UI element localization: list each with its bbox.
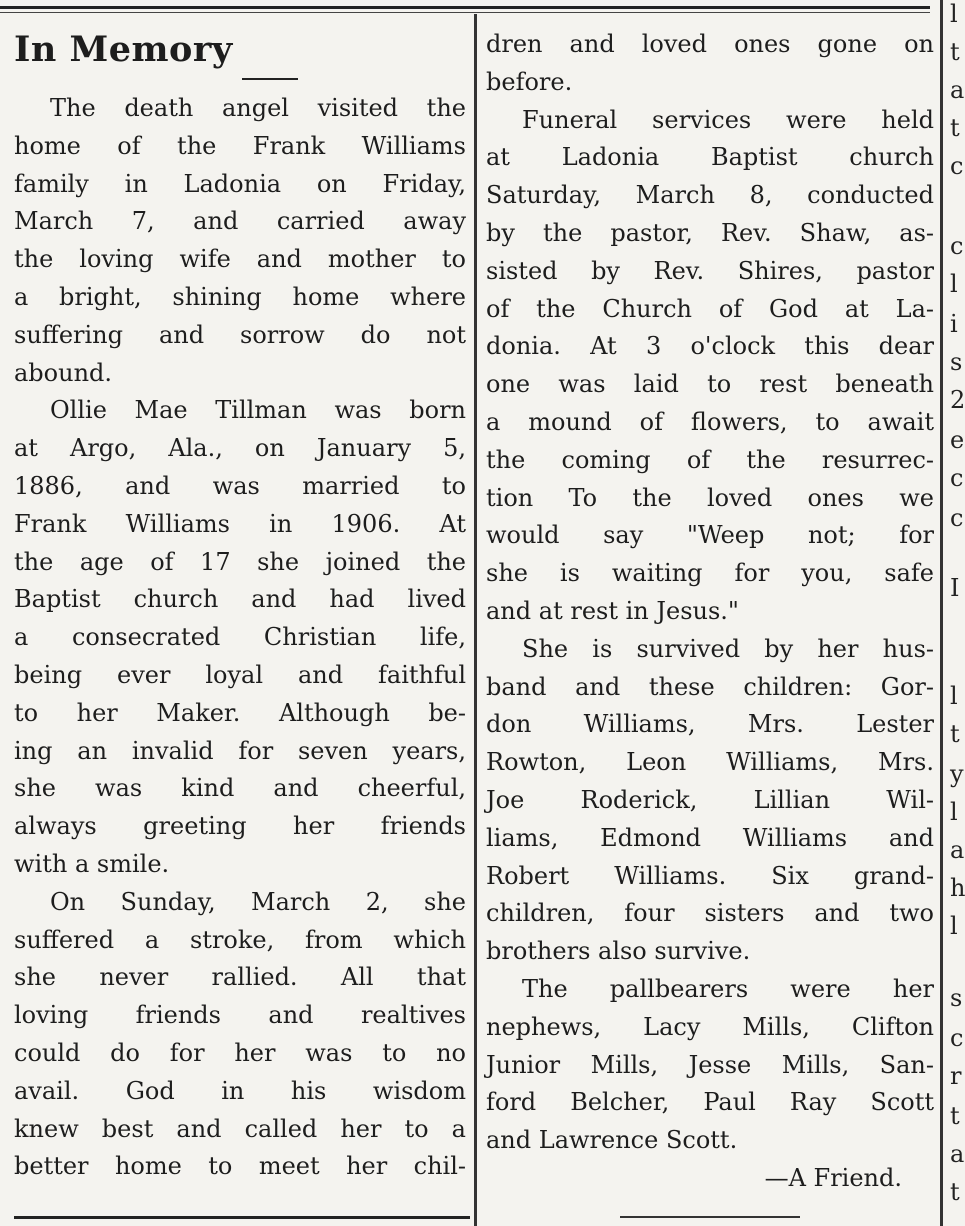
article-line: with a smile.: [14, 849, 170, 878]
top-rule-thin: [0, 12, 930, 13]
article-line: and Lawrence Scott.: [486, 1126, 738, 1155]
adjacent-fragment: c: [950, 152, 964, 180]
adjacent-fragment: a: [950, 836, 965, 864]
article-line: ford Belcher, Paul Ray Scott: [486, 1088, 934, 1117]
article-line: abound.: [14, 358, 113, 387]
adjacent-fragment: s: [950, 348, 963, 376]
right-column-text: [486, 26, 934, 1160]
article-line: she is waiting for you, safe: [486, 559, 934, 588]
article-line: at Argo, Ala., on January 5,: [14, 434, 466, 463]
adjacent-fragment: e: [950, 426, 965, 454]
article-left-column: [14, 26, 466, 1186]
article-line: the age of 17 she joined the: [14, 547, 466, 576]
adjacent-fragment: c: [950, 1024, 964, 1052]
article-line: would say "Weep not; for: [486, 521, 934, 550]
article-line: better home to meet her chil-: [14, 1152, 466, 1181]
article-line: Funeral services were held: [522, 105, 934, 134]
article-line: Ollie Mae Tillman was born: [50, 396, 466, 425]
article-line: Junior Mills, Jesse Mills, San-: [486, 1050, 934, 1079]
adjacent-fragment: a: [950, 1140, 965, 1168]
article-line: don Williams, Mrs. Lester: [486, 710, 934, 739]
adjacent-fragment: I: [950, 574, 960, 602]
article-line: Rowton, Leon Williams, Mrs.: [486, 748, 934, 777]
article-line: one was laid to rest beneath: [486, 370, 934, 399]
article-signature: —A Friend.: [764, 1163, 902, 1192]
article-line: sisted by Rev. Shires, pastor: [486, 256, 934, 285]
article-line: by the pastor, Rev. Shaw, as-: [486, 218, 934, 247]
article-headline: In Memory: [14, 29, 233, 70]
article-line: donia. At 3 o'clock this dear: [486, 332, 934, 361]
adjacent-fragment: t: [950, 1178, 960, 1206]
article-line: tion To the loved ones we: [486, 483, 934, 512]
article-line: Saturday, March 8, conducted: [486, 181, 934, 210]
adjacent-fragment: t: [950, 1102, 960, 1130]
article-line: knew best and called her to a: [14, 1114, 466, 1143]
adjacent-fragment: l: [950, 270, 958, 298]
article-line: loving friends and realtives: [14, 1001, 466, 1030]
article-line: a mound of flowers, to await: [486, 407, 934, 436]
adjacent-fragment: l: [950, 798, 958, 826]
adjacent-fragment: i: [950, 310, 958, 338]
article-line: being ever loyal and faithful: [14, 660, 466, 689]
end-mark: [620, 1216, 800, 1218]
article-right-column: [486, 26, 934, 1198]
article-line: avail. God in his wisdom: [14, 1076, 466, 1105]
article-line: she never rallied. All that: [14, 963, 466, 992]
article-line: Joe Roderick, Lillian Wil-: [486, 785, 934, 814]
adjacent-fragment: t: [950, 38, 960, 66]
article-line: nephews, Lacy Mills, Clifton: [486, 1012, 934, 1041]
headline-rule: [242, 78, 298, 80]
article-line: She is survived by her hus-: [522, 634, 934, 663]
article-line: suffering and sorrow do not: [14, 320, 466, 349]
adjacent-fragment: t: [950, 114, 960, 142]
left-column-text: [14, 90, 466, 1186]
article-line: could do for her was to no: [14, 1038, 466, 1067]
article-line: she was kind and cheerful,: [14, 774, 466, 803]
article-line: of the Church of God at La-: [486, 294, 934, 323]
article-line: to her Maker. Although be-: [14, 698, 466, 727]
adjacent-fragment: a: [950, 76, 965, 104]
article-line: a consecrated Christian life,: [14, 623, 466, 652]
adjacent-fragment: c: [950, 504, 964, 532]
article-line: the loving wife and mother to: [14, 245, 466, 274]
article-line: ing an invalid for seven years,: [14, 736, 466, 765]
column-divider-right: [940, 0, 943, 1226]
article-line: family in Ladonia on Friday,: [14, 169, 466, 198]
adjacent-fragment: c: [950, 232, 964, 260]
adjacent-fragment: s: [950, 984, 963, 1012]
top-rule: [0, 6, 930, 9]
adjacent-fragment: r: [950, 1062, 962, 1090]
article-line: band and these children: Gor-: [486, 672, 934, 701]
adjacent-fragment: t: [950, 720, 960, 748]
article-line: before.: [486, 67, 573, 96]
adjacent-fragment: y: [950, 760, 964, 788]
article-line: children, four sisters and two: [486, 899, 934, 928]
article-line: suffered a stroke, from which: [14, 925, 466, 954]
article-line: Frank Williams in 1906. At: [14, 509, 466, 538]
article-line: March 7, and carried away: [14, 207, 466, 236]
adjacent-column-fragments: [950, 0, 965, 1226]
article-line: the coming of the resurrec-: [486, 445, 934, 474]
article-line: liams, Edmond Williams and: [486, 823, 934, 852]
column-divider: [474, 14, 477, 1226]
article-line: The death angel visited the: [50, 94, 466, 122]
article-line: Baptist church and had lived: [14, 585, 466, 614]
article-line: 1886, and was married to: [14, 471, 466, 500]
article-line: On Sunday, March 2, she: [50, 887, 466, 916]
article-line: and at rest in Jesus.": [486, 596, 739, 625]
adjacent-fragment: l: [950, 682, 958, 710]
adjacent-fragment: l: [950, 912, 958, 940]
bottom-rule: [14, 1216, 470, 1219]
article-line: home of the Frank Williams: [14, 131, 466, 160]
article-line: Robert Williams. Six grand-: [486, 861, 934, 890]
article-line: dren and loved ones gone on: [486, 30, 934, 58]
article-line: a bright, shining home where: [14, 282, 466, 311]
article-line: brothers also survive.: [486, 937, 751, 966]
article-line: always greeting her friends: [14, 812, 466, 841]
adjacent-fragment: c: [950, 464, 964, 492]
adjacent-fragment: h: [950, 874, 965, 902]
adjacent-fragment: 2: [950, 386, 965, 414]
article-line: at Ladonia Baptist church: [486, 143, 934, 172]
adjacent-fragment: l: [950, 0, 958, 28]
article-line: The pallbearers were her: [522, 974, 934, 1003]
